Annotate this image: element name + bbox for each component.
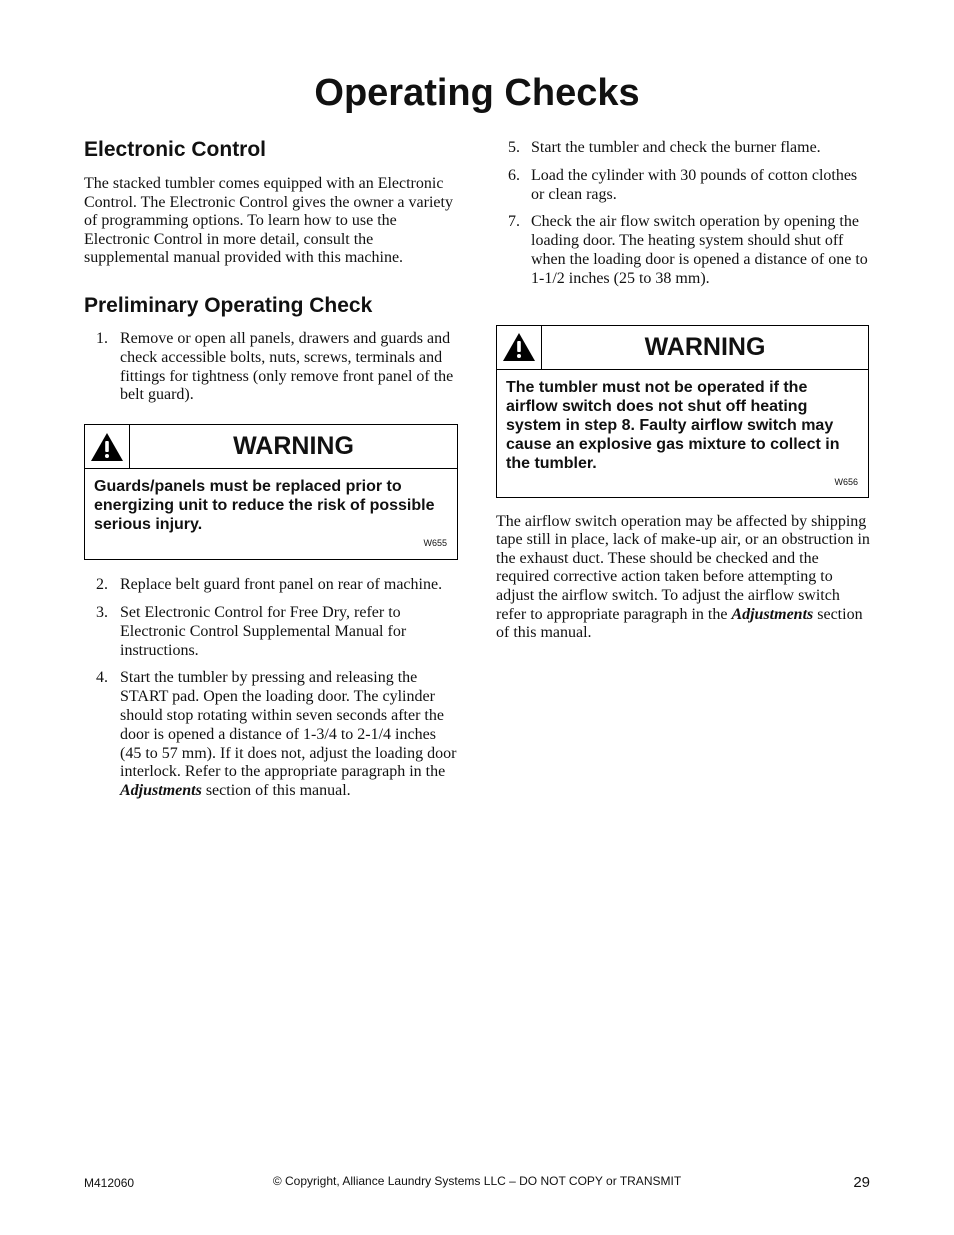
right-column bbox=[496, 139, 870, 643]
preliminary-steps-list bbox=[84, 330, 459, 405]
step-text: Load the cylinder with 30 pounds of cotton clothes or clean rags. bbox=[531, 166, 858, 203]
warning-triangle-icon bbox=[497, 326, 542, 369]
preliminary-check-heading: Preliminary Operating Check bbox=[84, 293, 373, 317]
preliminary-steps-list-continued bbox=[84, 576, 459, 801]
adjustments-emphasis: Adjustments bbox=[120, 782, 202, 800]
footer-doc-number: M412060 bbox=[84, 1176, 135, 1190]
operating-steps-list bbox=[496, 139, 870, 289]
warning-box-airflow bbox=[496, 325, 869, 498]
list-item bbox=[84, 669, 459, 801]
step-number: 1. bbox=[96, 329, 108, 347]
electronic-control-paragraph: The stacked tumbler comes equipped with an Electronic Control. The Electronic Control gives the owner a variety of programming options. To learn how to use the Electronic Control in more detail, consult the supplemental manual provided with this machine. bbox=[84, 175, 453, 267]
step-number: 5. bbox=[508, 139, 520, 156]
step-number: 2. bbox=[96, 576, 108, 594]
warning-header bbox=[85, 425, 457, 469]
warning-header bbox=[497, 326, 868, 370]
warning-triangle-icon bbox=[85, 425, 130, 468]
list-item bbox=[84, 604, 459, 660]
electronic-control-heading: Electronic Control bbox=[84, 138, 267, 161]
airflow-text-before: The airflow switch operation may be affected by shipping tape still in place, lack of make-up air, or an obstruction in the exhaust duct. These should be checked and the required corrective action taken before attempting to adjust the airflow switch. To adjust the airflow switch refer to appropriate paragraph in the bbox=[496, 512, 870, 623]
step-text: Remove or open all panels, drawers and guards and check accessible bolts, nuts, screws, terminals and fittings for tightness (only remove front panel of the belt guard). bbox=[120, 329, 454, 404]
list-item bbox=[84, 330, 459, 405]
warning-text: Guards/panels must be replaced prior to energizing unit to reduce the risk of possible serious injury. bbox=[94, 478, 435, 534]
step-text: Start the tumbler and check the burner flame. bbox=[531, 139, 821, 156]
step-text-after: section of this manual. bbox=[201, 782, 351, 800]
warning-text: The tumbler must not be operated if the airflow switch does not shut off heating system in step 8. Faulty airflow switch may cause an explosive gas mixture to collect in the tumbler. bbox=[506, 378, 840, 472]
list-item bbox=[84, 576, 459, 595]
left-column bbox=[84, 136, 459, 801]
step-text-before: Start the tumbler by pressing and releasing the START pad. Open the loading door. The cylinder should stop rotating within seven seconds after the door is opened a distance of 1-3/4 to 2-1/4 inches (45 to 57 mm). If it does not, adjust the loading door interlock. Refer to the appropriate paragraph in the bbox=[120, 669, 457, 781]
step-number: 7. bbox=[508, 213, 520, 231]
list-item bbox=[496, 213, 870, 288]
step-text: Check the air flow switch operation by opening the loading door. The heating system should shut off when the loading door is opened a distance of one to 1-1/2 inches (25 to 38 mm). bbox=[531, 213, 868, 287]
footer-copyright: © Copyright, Alliance Laundry Systems LLC – DO NOT COPY or TRANSMIT bbox=[272, 1174, 682, 1188]
list-item bbox=[496, 167, 870, 205]
step-number: 3. bbox=[96, 603, 108, 621]
warning-code: W655 bbox=[423, 538, 447, 549]
airflow-paragraph bbox=[496, 513, 870, 643]
warning-title: WARNING bbox=[233, 432, 354, 461]
list-item bbox=[496, 139, 870, 158]
warning-code: W656 bbox=[834, 476, 858, 487]
adjustments-emphasis: Adjustments bbox=[731, 605, 814, 623]
step-number: 6. bbox=[508, 166, 520, 184]
step-text: Set Electronic Control for Free Dry, refer to Electronic Control Supplemental Manual for instructions. bbox=[120, 603, 407, 659]
warning-title: WARNING bbox=[644, 332, 766, 361]
step-text: Replace belt guard front panel on rear of machine. bbox=[120, 576, 443, 594]
warning-box-guards bbox=[84, 424, 458, 560]
airflow-text-after: section of this manual. bbox=[496, 605, 863, 642]
footer-page-number: 29 bbox=[853, 1174, 870, 1191]
step-number: 4. bbox=[96, 669, 108, 687]
page-title: Operating Checks bbox=[314, 72, 640, 114]
